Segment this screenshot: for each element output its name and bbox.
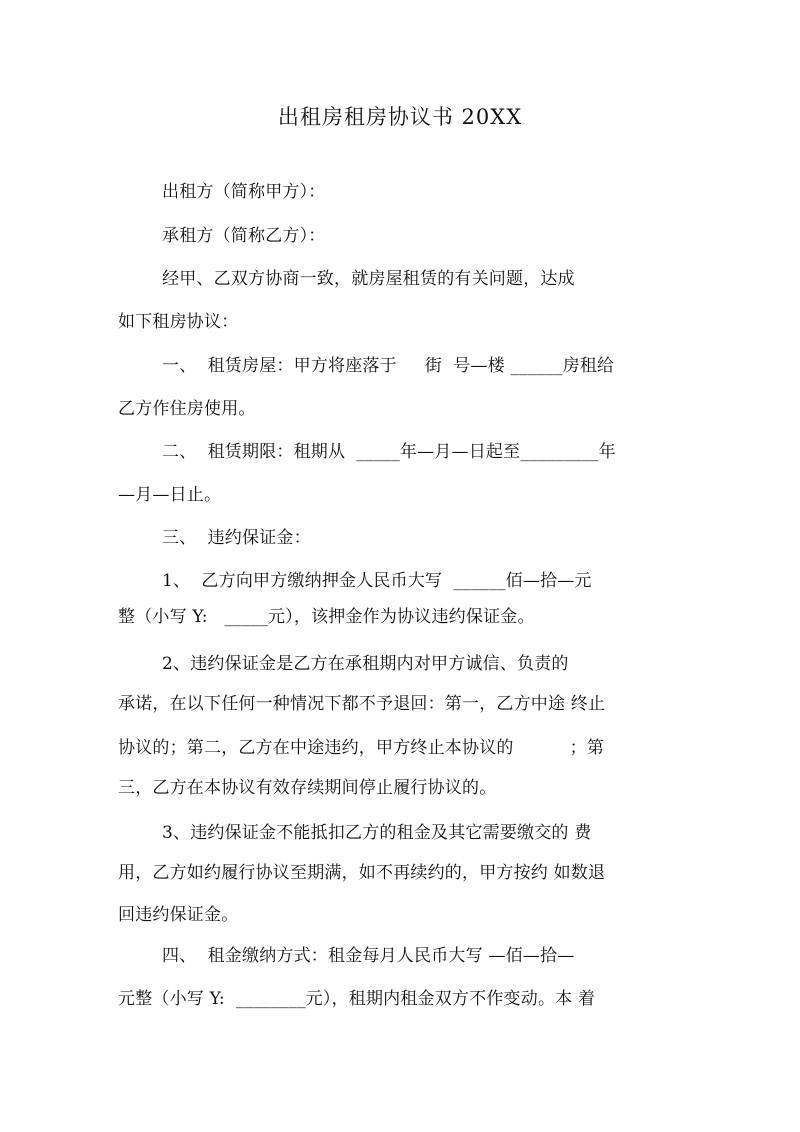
clause-1-line-2: 乙方作住房使用。 (118, 399, 256, 419)
document-title: 出租房租房协议书 20XX (277, 105, 523, 129)
clause-1-line-1: 一、 租赁房屋：甲方将座落于 街 号—楼 ______房租给 (162, 356, 615, 376)
clause-3-item-2-line-2: 承诺，在以下任何一种情况下都不予退回：第一，乙方中途 终止 (118, 694, 606, 714)
clause-3-item-2-line-1: 2、违约保证金是乙方在承租期内对甲方诚信、负责的 (162, 654, 569, 674)
preamble-line-2: 如下租房协议： (118, 312, 239, 332)
party-a-line: 出租方（简称甲方）： (162, 182, 326, 202)
clause-3-item-1-line-2: 整（小写 Y: _____元），该押金作为协议违约保证金。 (118, 607, 535, 627)
clause-3-item-1-line-1: 1、 乙方向甲方缴纳押金人民币大写 ______佰—拾—元 (162, 571, 592, 591)
party-b-line: 承租方（简称乙方）： (162, 226, 326, 246)
clause-2-line-2: —月—日止。 (118, 485, 222, 505)
clause-3-item-2-line-4: 三，乙方在本协议有效存续期间停止履行协议的。 (118, 778, 497, 798)
clause-3-item-3-line-1: 3、违约保证金不能抵扣乙方的租金及其它需要缴交的 费 (162, 823, 592, 843)
clause-2-line-1: 二、 租赁期限：租期从 _____年—月—日起至_________年 (162, 442, 616, 462)
preamble-line-1: 经甲、乙双方协商一致，就房屋租赁的有关问题，达成 (162, 269, 575, 289)
clause-4-line-1: 四、 租金缴纳方式：租金每月人民币大写 —佰—拾— (162, 946, 575, 966)
clause-4-line-2: 元整（小写 Y: ________元），租期内租金双方不作变动。本 着 (118, 989, 596, 1009)
clause-3-heading: 三、 违约保证金： (162, 528, 311, 548)
clause-3-item-2-line-3: 协议的；第二，乙方在中途违约，甲方终止本协议的 ；第 (118, 738, 605, 758)
clause-3-item-3-line-2: 用，乙方如约履行协议至期满，如不再续约的，甲方按约 如数退 (118, 863, 606, 883)
clause-3-item-3-line-3: 回违约保证金。 (118, 905, 239, 925)
